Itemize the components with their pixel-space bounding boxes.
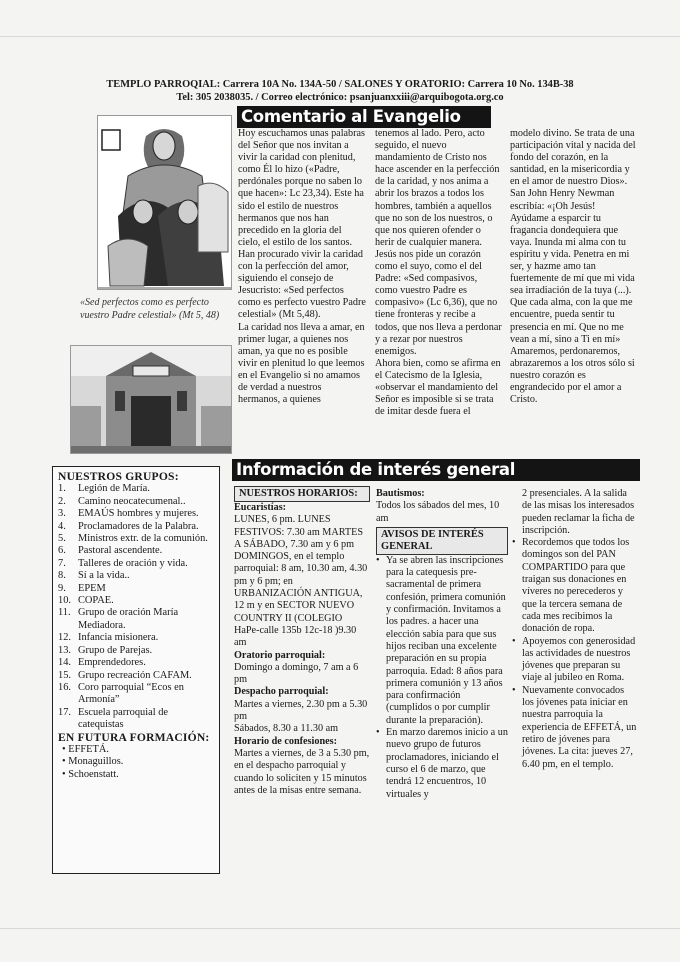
group-item: 17. Escuela parroquial de catequistas (58, 706, 169, 731)
groups-title: NUESTROS GRUPOS: (58, 470, 179, 483)
parish-header (60, 78, 620, 104)
comentario-paragraph: tenemos al lado. Pero, acto seguido, el nuevo mandamiento de Cristo nos hace ascender en la perfección de la caridad, y nos anima a abrir los brazos a todos los hombres, también a aquellos que no son de los nuestros, o que nos quieren ofender o herir de cualquier manera. Jesús nos pide un corazón como el suyo, como el del Padre: «Sed compasivos, como vuestro Padre es compasivo» (Lc 6,36), que no tiene fronteras y recibe a todos, que nos lleva a perdonar y a rezar por nuestros enemigos. (375, 128, 502, 357)
church-photo (70, 345, 232, 454)
aviso-item: • En marzo daremos inicio a un nuevo grupo de futuros proclamadores, iniciando el curso el 6 de marzo, que tendrá 12 encuentros, 10 virtuales y (376, 727, 508, 801)
comentario-paragraph: La caridad nos lleva a amar, en primer lugar, a quienes nos aman, ya que no es posible vivir en plenitud lo que leemos en el Evangelio si no amamos de verdad a nuestros hermanos, a quienes (238, 321, 365, 406)
info-title: Información de interés general (236, 460, 516, 479)
bautismos-label: Bautismos: (376, 488, 425, 499)
eucaristias-text: LUNES, 6 pm. LUNES FESTIVOS: 7.30 am MARTES A SÁBADO, 7.30 am y 6 pm DOMINGOS, en el templo parroquial: 8 am, 10.30 am, 4.30 pm y 6 pm; en URBANIZACIÓN ANTIGUA, 12 m y en SECTOR NUEVO COUNTRY II (COLEGIO HaPe-calle 135b 12c-18 )9.30 am (234, 514, 368, 649)
comentario-title: Comentario al Evangelio (241, 107, 461, 126)
comentario-paragraph: Ahora bien, como se afirma en el Catecismo de la Iglesia, «observar el mandamiento del Señor es imposible si se trata de imitar desde fuera el (375, 357, 501, 418)
comentario-paragraph: San John Henry Newman escribía: «¡Oh Jesús! Ayúdame a esparcir tu fragancia dondequiera que vaya. Inunda mi alma con tu espíritu y vida. Penetra en mi ser, y hazme amo tan fuertemente de mí que mi vida sea irradiación de la tuya (...). Que cada alma, con la que me encuentre, pueda sentir tu presencia en mí. Que no me vean a mí, sino a Ti en mí» Amaremos, perdonaremos, abrazaremos a los otros sólo si nuestro corazón es engrandecido por el amor a Cristo. (510, 188, 635, 406)
avisos-list-right (512, 537, 638, 771)
comentario-column-2 (375, 128, 502, 454)
confesiones-text: Martes a viernes, de 3 a 5.30 pm, en el despacho parroquial y cuando lo soliciten y 15 minutos antes de la misas entre semana. (234, 747, 370, 796)
future-title: EN FUTURA FORMACIÓN: (58, 730, 210, 744)
comentario-paragraph: modelo divino. Se trata de una participación vital y nacida del fondo del corazón, en la santidad, en la misericordia y en el amor de nuestro Dios». (510, 128, 636, 188)
comentario-banner (237, 106, 491, 128)
avisos-list (376, 555, 508, 801)
group-item: 2. Camino neocatecumenal.. (58, 495, 186, 507)
aviso-item: • Recordemos que todos los domingos son del PAN COMPARTIDO para que traigan sus donaciones en víveres no perecederos y que la tercera semana de cada mes recibimos la donación de ropa. (512, 537, 638, 635)
group-item: 4. Proclamadores de la Palabra. (58, 520, 199, 532)
bottom-divider (0, 928, 680, 929)
group-item: 6. Pastoral ascendente. (58, 545, 163, 557)
group-item: 3. EMAÚS hombres y mujeres. (58, 508, 199, 520)
header-contact: Tel: 305 2038035. / Correo electrónico: psanjuanxxiii@arquibogota.org.co (176, 92, 504, 103)
future-list (58, 744, 214, 781)
despacho-label: Despacho parroquial: (234, 686, 329, 698)
group-item: 9. EPEM (58, 582, 106, 594)
jesus-embrace-image-icon (98, 116, 231, 289)
groups-list (58, 483, 214, 731)
confesiones-label: Horario de confesiones: (234, 735, 337, 747)
groups-box (52, 466, 220, 874)
group-item: 14. Emprendedores. (58, 657, 146, 669)
group-item: 7. Talleres de oración y vida. (58, 557, 188, 569)
group-item: 13. Grupo de Parejas. (58, 644, 153, 656)
future-item: • Schoenstatt. (62, 769, 214, 781)
header-address: TEMPLO PARROQIAL: Carrera 10A No. 134A-50 / SALONES Y ORATORIO: Carrera 10 No. 134B-38 (106, 79, 574, 90)
group-item: 11. Grupo de oración María Mediadora. (58, 607, 179, 631)
top-divider (0, 36, 680, 37)
group-item: 5. Ministros extr. de la comunión. (58, 533, 208, 545)
eucaristias-label: Eucaristías: (234, 502, 287, 513)
avisos-title: AVISOS DE INTERÉS GENERAL (376, 527, 508, 555)
future-item: • EFFETÁ. (62, 744, 214, 756)
info-banner (232, 459, 640, 481)
bautismos-text: Todos los sábados del mes, 10 am (376, 500, 500, 524)
group-item: 1. Legión de María. (58, 483, 150, 495)
church-building-image-icon (71, 346, 231, 453)
image-caption: «Sed perfectos como es perfecto vuestro Padre celestial» (Mt 5, 48) (80, 297, 220, 321)
group-item: 15. Grupo recreación CAFAM. (58, 669, 192, 681)
despacho-text-saturday: Sábados, 8.30 a 11.30 am (234, 723, 339, 735)
horarios-title: NUESTROS HORARIOS: (234, 486, 370, 502)
jesus-illustration (97, 115, 232, 290)
comentario-paragraph: Hoy escuchamos unas palabras del Señor que nos invitan a vivir la caridad con plenitud, como Él lo hizo («Padre, perdónales porque no saben lo que hacen»: Lc 23,34). Este ha sido el estilo de nuestros hermanos que nos han precedido en la gloria del cielo, el estilo de los santos. Han procurado vivir la caridad con la perfección del amor, siguiendo el consejo de Jesucristo: «Sed perfectos como es perfecto vuestro Padre celestial» (Mt 5,48). (238, 128, 366, 321)
avisos-column-right (512, 488, 638, 860)
oratorio-label: Oratorio parroquial: (234, 649, 326, 661)
group-item: 16. Coro parroquial “Ecos en Armonía” (58, 681, 184, 706)
aviso-item: • Apoyemos con generosidad las actividades de nuestros jóvenes que preparan su viaje al jubileo en Roma. (512, 636, 638, 685)
horarios-column (234, 486, 370, 866)
group-item: 8. Sí a la vida.. (58, 570, 130, 582)
future-item: • Monaguillos. (62, 756, 214, 768)
group-item: 10. COPAE. (58, 595, 114, 607)
comentario-column-1 (238, 128, 366, 454)
aviso-item: • Ya se abren las inscripciones para la catequesis pre-sacramental de primera confesión, primera comunión y confirmación. Invitamos a los padres. a hacer una elección sabia para que sus hijos reciban una excelente preparación en su propia parroquia. Edad: 8 años para primera comunión y 13 años para confirmación (cumplidos o por cumplir durante la preparación). (376, 555, 508, 727)
avisos-column (376, 488, 508, 860)
aviso-item: • Nuevamente convocados los jóvenes pata iniciar en nuestra parroquia la experiencia de EFFETÁ, un retiro de jóvenes para jóvenes. La cita: jueves 27, 6.40 pm, en el templo. (512, 685, 638, 771)
oratorio-text: Domingo a domingo, 7 am a 6 pm (234, 661, 359, 686)
despacho-text: Martes a viernes, 2.30 pm a 5.30 pm (234, 698, 368, 723)
aviso-continuation: 2 presenciales. A la salida de las misas los interesados pueden reclamar la ficha de inscripción. (522, 488, 635, 536)
comentario-column-3 (510, 128, 636, 454)
group-item: 12. Infancia misionera. (58, 632, 159, 644)
